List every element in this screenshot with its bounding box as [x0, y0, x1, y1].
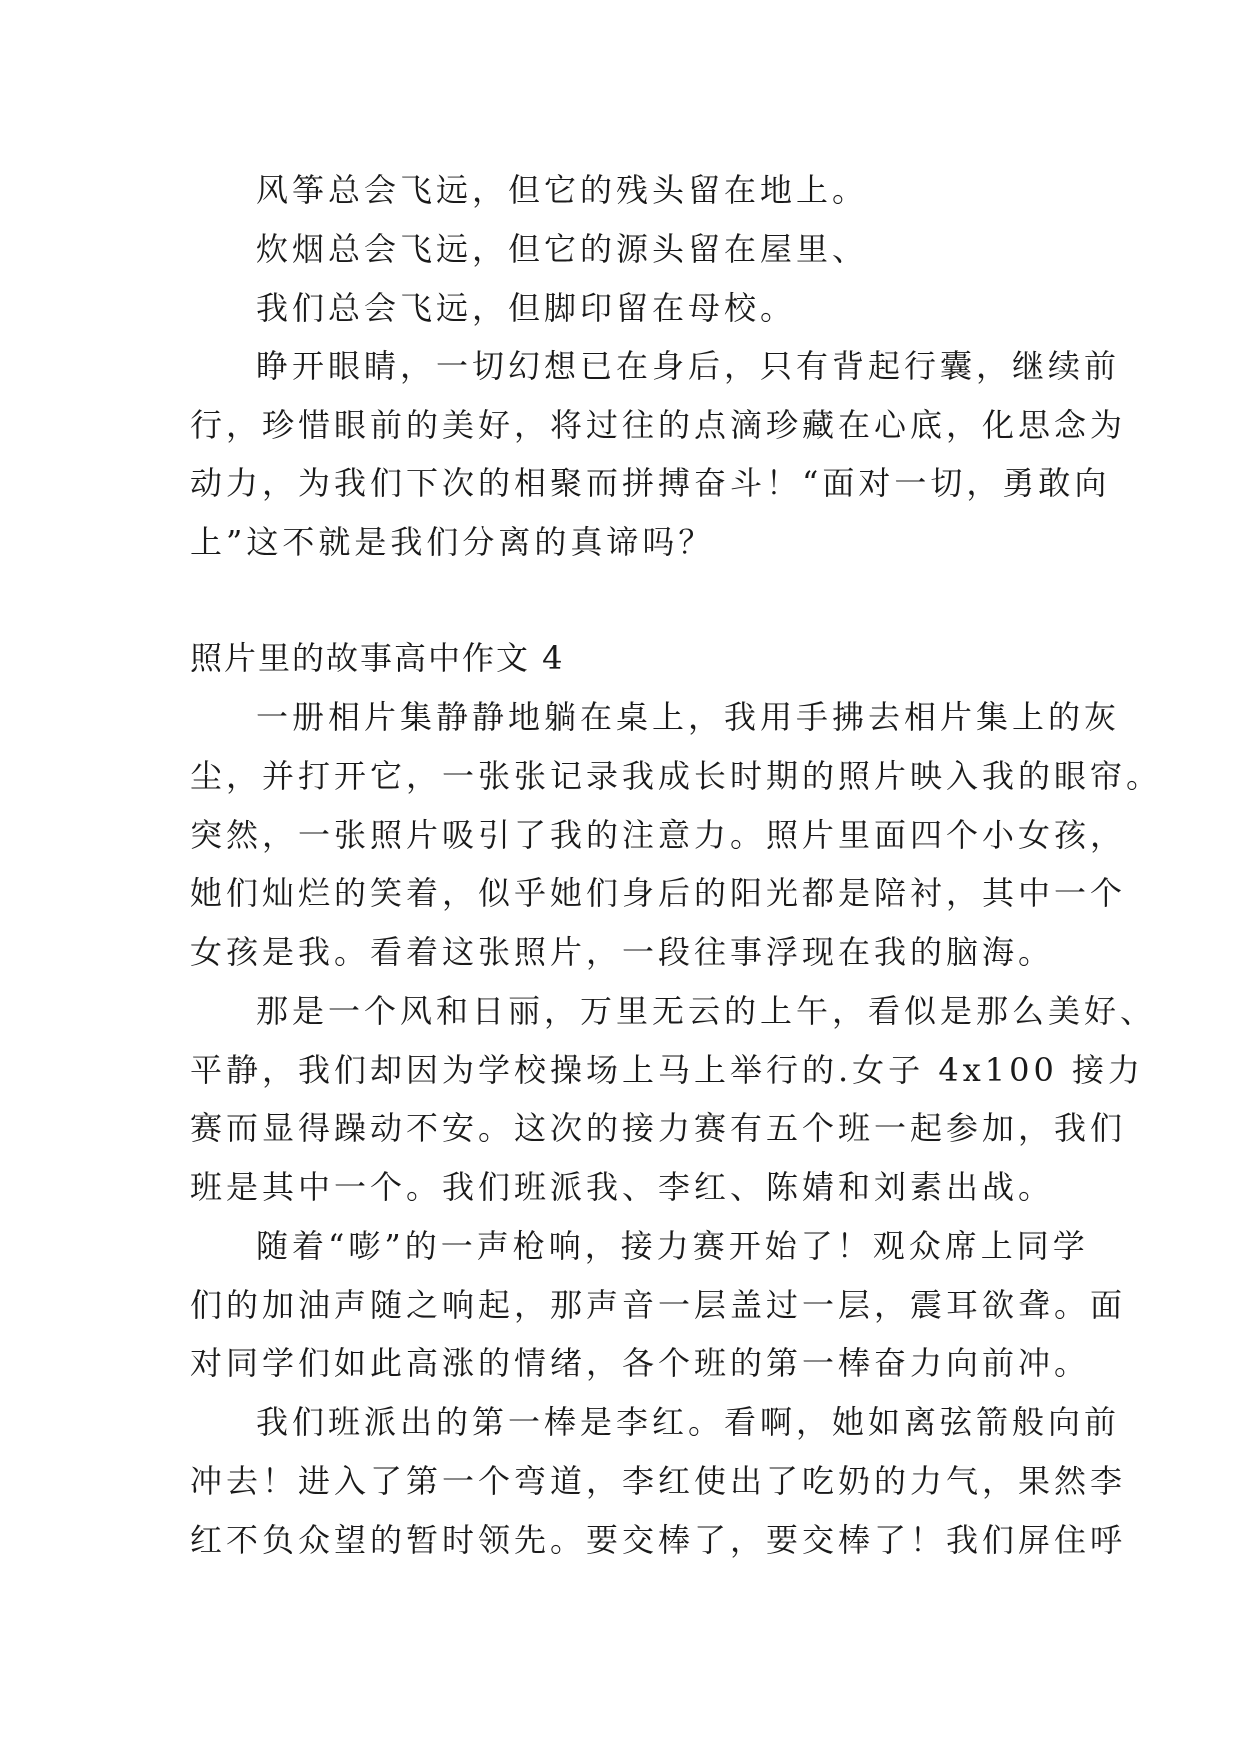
text-line: 赛而显得躁动不安。这次的接力赛有五个班一起参加，我们	[190, 1109, 1127, 1147]
text-line: 突然，一张照片吸引了我的注意力。照片里面四个小女孩，	[190, 816, 1127, 854]
text-line: 睁开眼睛，一切幻想已在身后，只有背起行囊，继续前	[256, 347, 1121, 385]
text-line: 风筝总会飞远，但它的残头留在地上。	[256, 171, 869, 209]
text-line: 那是一个风和日丽，万里无云的上午，看似是那么美好、	[256, 992, 1157, 1030]
text-line: 女孩是我。看着这张照片，一段往事浮现在我的脑海。	[190, 933, 1055, 971]
text-line: 炊烟总会飞远，但它的源头留在屋里、	[256, 230, 869, 268]
text-line: 她们灿烂的笑着，似乎她们身后的阳光都是陪衬，其中一个	[190, 874, 1127, 912]
text-line: 平静，我们却因为学校操场上马上举行的.女子 4x100 接力	[190, 1051, 1145, 1089]
text-line: 红不负众望的暂时领先。要交棒了，要交棒了！我们屏住呼	[190, 1521, 1127, 1559]
text-line: 班是其中一个。我们班派我、李红、陈婧和刘素出战。	[190, 1168, 1055, 1206]
text-line: 一册相片集静静地躺在桌上，我用手拂去相片集上的灰	[256, 698, 1121, 736]
text-line: 冲去！进入了第一个弯道，李红使出了吃奶的力气，果然李	[190, 1462, 1127, 1500]
text-line: 我们班派出的第一棒是李红。看啊，她如离弦箭般向前	[256, 1403, 1121, 1441]
text-line: 对同学们如此高涨的情绪，各个班的第一棒奋力向前冲。	[190, 1344, 1091, 1382]
text-line: 动力，为我们下次的相聚而拼搏奋斗！“面对一切，勇敢向	[190, 464, 1111, 502]
text-line: 我们总会飞远，但脚印留在母校。	[256, 289, 797, 327]
text-line: 随着“嘭”的一声枪响，接力赛开始了！观众席上同学	[256, 1227, 1089, 1265]
text-line: 行，珍惜眼前的美好，将过往的点滴珍藏在心底，化思念为	[190, 406, 1127, 444]
text-line: 们的加油声随之响起，那声音一层盖过一层，震耳欲聋。面	[190, 1286, 1127, 1324]
text-line: 尘，并打开它，一张张记录我成长时期的照片映入我的眼帘。	[190, 757, 1163, 795]
text-line: 上”这不就是我们分离的真谛吗？	[190, 523, 715, 561]
section-heading: 照片里的故事高中作文 4	[190, 639, 565, 677]
